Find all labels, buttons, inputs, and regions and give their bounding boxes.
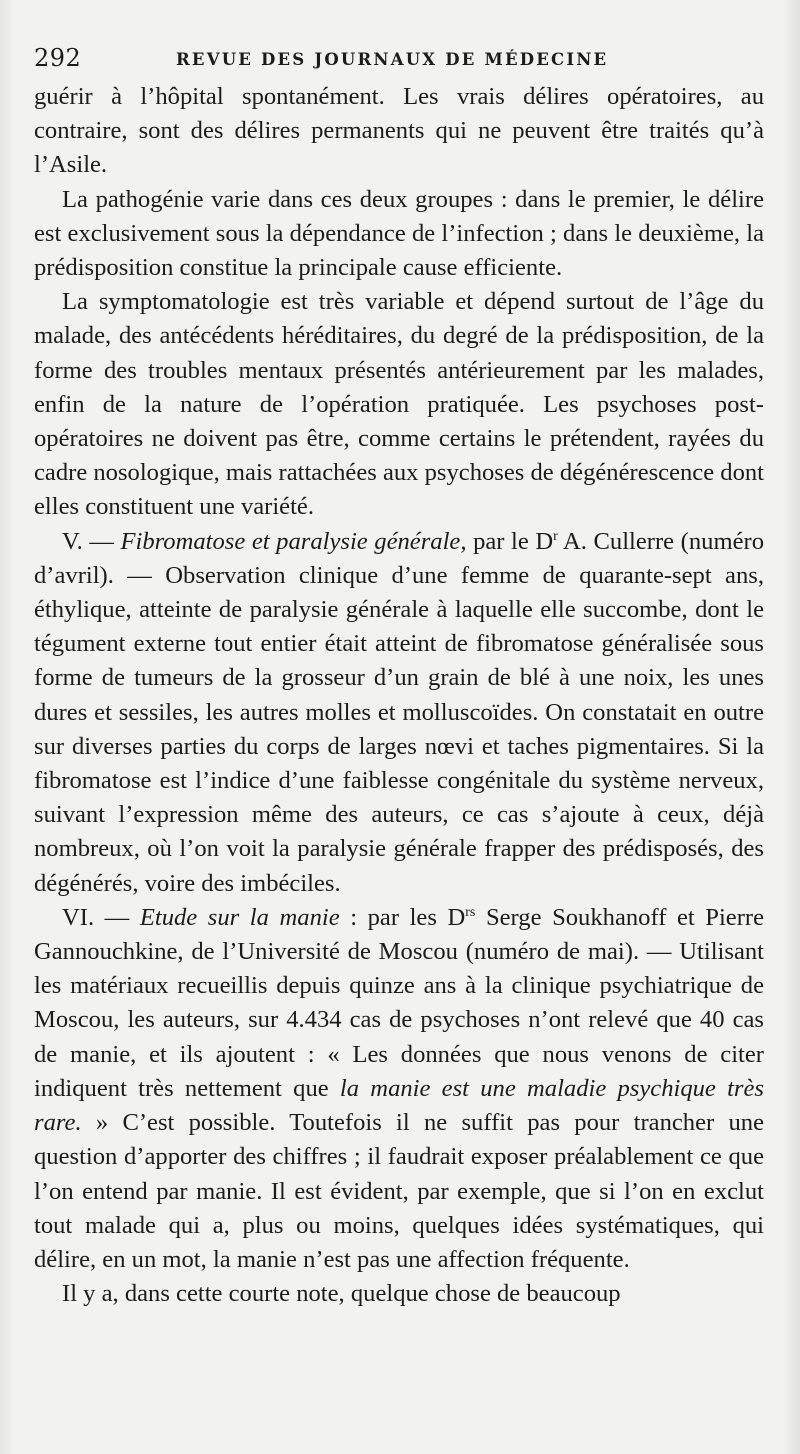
article-title-fibromatose: Fibromatose et paralysie générale,: [120, 527, 467, 555]
article-body: [34, 80, 764, 1311]
running-head: [34, 38, 764, 74]
paragraph-manie-quote: la manie est une maladie psychique très rare.: [34, 1074, 764, 1137]
article-title-manie: Etude sur la manie: [139, 903, 340, 931]
paragraph-manie-text-b: » C’est possible. Toutefois il ne suffit pas pour trancher une question d’apporter des chiffres ; il faudrait exposer préalablement ce que l’on entend par manie. Il est évident, par exemple, que si l’on en exclut tout malade qui a, plus ou moins, quelques idées systématiques, qui délire, en un mot, la manie n’est pas une affection fréquente.: [34, 1109, 764, 1273]
byline-prefix-2: : par les D: [339, 903, 466, 931]
doctor-abbrev-sup: r: [553, 528, 558, 544]
section-number-vi: VI. —: [62, 903, 130, 931]
byline-prefix: par le D: [473, 527, 554, 555]
section-number-v: V. —: [62, 527, 114, 555]
journal-title: REVUE DES JOURNAUX DE MÉDECINE: [176, 50, 609, 69]
paragraph-manie-text-a: Serge Soukhanoff et Pierre Gannouchkine, de l’Université de Moscou (numéro de mai). — Utilisant les matériaux recueillis depuis quinze ans à la clinique psychiatrique de Moscou, les auteurs, sur 4.434 cas de psychoses n’ont relevé que 40 cas de manie, et ils ajoutent : « Les données que nous venons de citer indiquent très nettement que: [34, 903, 765, 1102]
paragraph-1: guérir à l’hôpital spontanément. Les vrais délires opératoires, au contraire, sont des délires permanents qui ne peuvent être traités qu’à l’Asile.: [34, 83, 764, 179]
paragraph-fibromatose-text: A. Cullerre (numéro d’avril). — Observation clinique d’une femme de quarante-sept ans, éthylique, atteinte de paralysie générale à laquelle elle succombe, dont le tégument externe tout entier était atteint de fibromatose généralisée sous forme de tumeurs de la grosseur d’un grain de blé à une noix, les unes dures et sessiles, les autres molles et molluscoïdes. On constatait en outre sur diverses parties du corps de larges nœvi et taches pigmentaires. Si la fibromatose est l’indice d’une faiblesse congénitale du système nerveux, suivant l’expression même des auteurs, ce cas s’ajoute à ceux, déjà nombreux, où l’on voit la paralysie générale frapper des prédisposés, des dégénérés, voire des imbéciles.: [34, 527, 764, 897]
paragraph-6: Il y a, dans cette courte note, quelque chose de beaucoup: [62, 1280, 621, 1308]
paragraph-2: La pathogénie varie dans ces deux groupes : dans le premier, le délire est exclusivement sous la dépendance de l’infection ; dans le deuxième, la prédisposition constitue la principale cause efficiente.: [34, 185, 764, 282]
paragraph-manie: [34, 901, 764, 1277]
paragraph-fibromatose: [34, 525, 764, 901]
doctors-abbrev-sup: rs: [465, 904, 476, 920]
paragraph-3: La symptomatologie est très variable et dépend surtout de l’âge du malade, des antécédents héréditaires, du degré de la prédisposition, de la forme des troubles mentaux présentés antérieurement par les malades, enfin de la nature de l’opération pratiquée. Les psychoses post-opératoires ne doivent pas être, comme certains le prétendent, rayées du cadre nosologique, mais rattachées aux psychoses de dégénérescence dont elles constituent une variété.: [34, 288, 765, 521]
page-number: 292: [34, 44, 82, 72]
